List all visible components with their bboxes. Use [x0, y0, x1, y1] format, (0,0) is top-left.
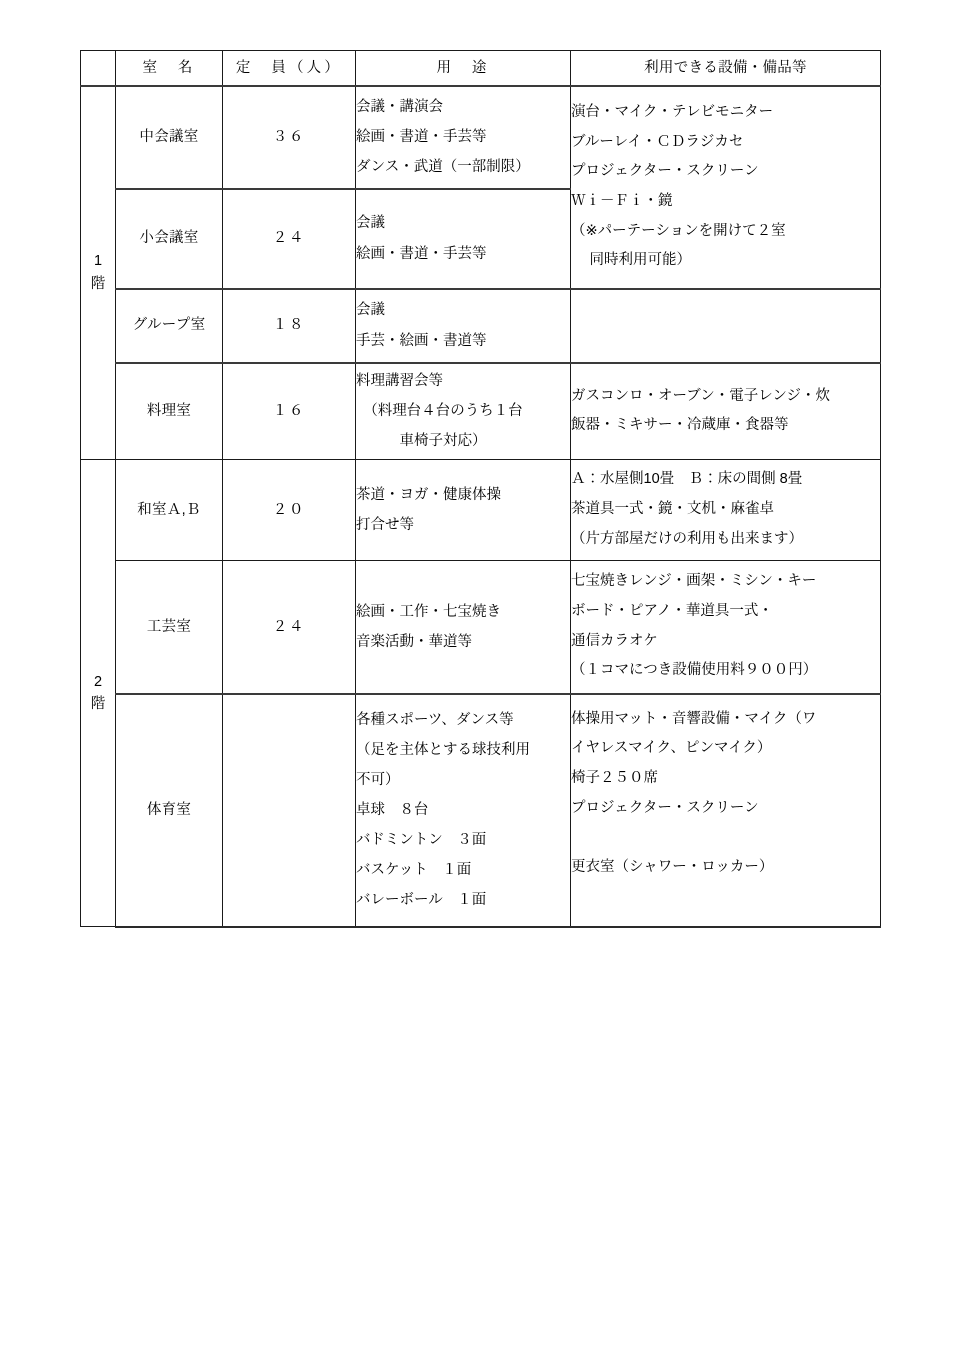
equipment-kaigishitsu-shared [571, 86, 881, 289]
capacity-kogei-shitsu: ２４ [223, 561, 356, 694]
table-row [81, 460, 881, 561]
header-cell-floor [81, 51, 116, 86]
equipment-line: 椅子２５０席 [571, 769, 658, 786]
usage-line: 手芸・絵画・書道等 [356, 332, 487, 349]
equipment-line: 更衣室（シャワー・ロッカー） [571, 859, 774, 876]
usage-kogei-shitsu [356, 561, 571, 694]
usage-line: 絵画・工作・七宝焼き [356, 603, 501, 620]
equipment-line: Ａ：水屋側10畳 Ｂ：床の間側 8畳 [571, 471, 803, 488]
table-row [81, 86, 881, 189]
equipment-line: ブルーレイ・ＣＤラジカセ [571, 133, 744, 150]
equipment-line: （片方部屋だけの利用も出来ます） [571, 530, 803, 547]
equipment-line: 飯器・ミキサー・冷蔵庫・食器等 [571, 417, 789, 434]
usage-line: 絵画・書道・手芸等 [356, 245, 487, 262]
room-name-group-shitsu: グループ室 [116, 289, 223, 363]
usage-line: 音楽活動・華道等 [356, 633, 472, 650]
usage-ryori-shitsu [356, 363, 571, 460]
table-header-row [81, 51, 881, 86]
usage-line: 車椅子対応） [356, 433, 487, 450]
equipment-group-shitsu [571, 289, 881, 363]
capacity-chu-kaigishitsu: ３６ [223, 86, 356, 189]
room-name-kogei-shitsu: 工芸室 [116, 561, 223, 694]
usage-line: （足を主体とする球技利用 [356, 741, 530, 758]
equipment-line: 同時利用可能） [571, 252, 692, 269]
header-cell-room: 室 名 [116, 51, 223, 86]
equipment-line: プロジェクター・スクリーン [571, 799, 759, 816]
table-row [81, 561, 881, 694]
equipment-line-blank [571, 823, 880, 853]
equipment-line: ガスコンロ・オーブン・電子レンジ・炊 [571, 387, 830, 404]
table-row [81, 363, 881, 460]
usage-line: 料理講習会等 [356, 373, 443, 390]
capacity-taiiku-shitsu [223, 694, 356, 927]
floor-label-line: 1 [93, 253, 103, 270]
equipment-taiiku-shitsu [571, 694, 881, 927]
usage-line: 会議 [356, 302, 385, 319]
table-row [81, 289, 881, 363]
capacity-washitsu-ab: ２０ [223, 460, 356, 561]
usage-line: 不可） [356, 771, 400, 788]
equipment-line: Ｗｉ－Ｆｉ・鏡 [571, 193, 673, 209]
room-name-chu-kaigishitsu: 中会議室 [116, 86, 223, 189]
equipment-line: イヤレスマイク、ピンマイク） [571, 740, 772, 757]
equipment-line: （※パーテーションを開けて２室 [571, 222, 786, 239]
room-name-sho-kaigishitsu: 小会議室 [116, 189, 223, 289]
equipment-line: 演台・マイク・テレビモニター [571, 103, 774, 120]
equipment-kogei-shitsu [571, 561, 881, 694]
equipment-ryori-shitsu [571, 363, 881, 460]
usage-line: 打合せ等 [356, 517, 414, 533]
usage-line: 会議・講演会 [356, 98, 443, 115]
usage-line: バレーボール １面 [356, 892, 487, 909]
equipment-line: （１コマにつき設備使用料９００円） [571, 662, 818, 679]
equipment-line: 体操用マット・音響設備・マイク（ワ [571, 710, 817, 727]
room-name-ryori-shitsu: 料理室 [116, 363, 223, 460]
facility-table [80, 50, 881, 928]
usage-washitsu-ab [356, 460, 571, 561]
floor-label-line: 階 [90, 275, 106, 292]
usage-line: （料理台４台のうち１台 [356, 403, 523, 420]
usage-line: バスケット １面 [356, 862, 472, 879]
header-cell-capacity: 定 員（人） [223, 51, 356, 86]
equipment-line: ボード・ピアノ・華道具一式・ [571, 603, 773, 620]
usage-chu-kaigishitsu [356, 86, 571, 189]
equipment-line: 茶道具一式・鏡・文机・麻雀卓 [571, 501, 774, 518]
usage-group-shitsu [356, 289, 571, 363]
usage-line: 各種スポーツ、ダンス等 [356, 711, 514, 728]
usage-line: バドミントン ３面 [356, 832, 487, 849]
equipment-line: 七宝焼きレンジ・画架・ミシン・キー [571, 573, 817, 590]
usage-line: ダンス・武道（一部制限） [356, 159, 530, 176]
floor-label-line: 2 [93, 673, 103, 690]
usage-line: 茶道・ヨガ・健康体操 [356, 486, 501, 503]
floor-label-1f [81, 86, 116, 460]
floor-label-2f [81, 460, 116, 927]
usage-sho-kaigishitsu [356, 189, 571, 289]
usage-line: 会議 [356, 215, 385, 232]
usage-line: 絵画・書道・手芸等 [356, 128, 487, 145]
capacity-ryori-shitsu: １６ [223, 363, 356, 460]
floor-label-line: 階 [90, 696, 106, 712]
capacity-group-shitsu: １８ [223, 289, 356, 363]
room-name-washitsu-ab: 和室Ａ,Ｂ [116, 460, 223, 561]
usage-line: 卓球 ８台 [356, 801, 429, 818]
equipment-line: プロジェクター・スクリーン [571, 163, 759, 180]
usage-taiiku-shitsu [356, 694, 571, 927]
table-row [81, 694, 881, 927]
capacity-sho-kaigishitsu: ２４ [223, 189, 356, 289]
room-name-taiiku-shitsu: 体育室 [116, 694, 223, 927]
header-cell-equipment: 利用できる設備・備品等 [571, 51, 881, 86]
header-cell-usage: 用 途 [356, 51, 571, 86]
equipment-washitsu-ab [571, 460, 881, 561]
equipment-line: 通信カラオケ [571, 632, 658, 649]
